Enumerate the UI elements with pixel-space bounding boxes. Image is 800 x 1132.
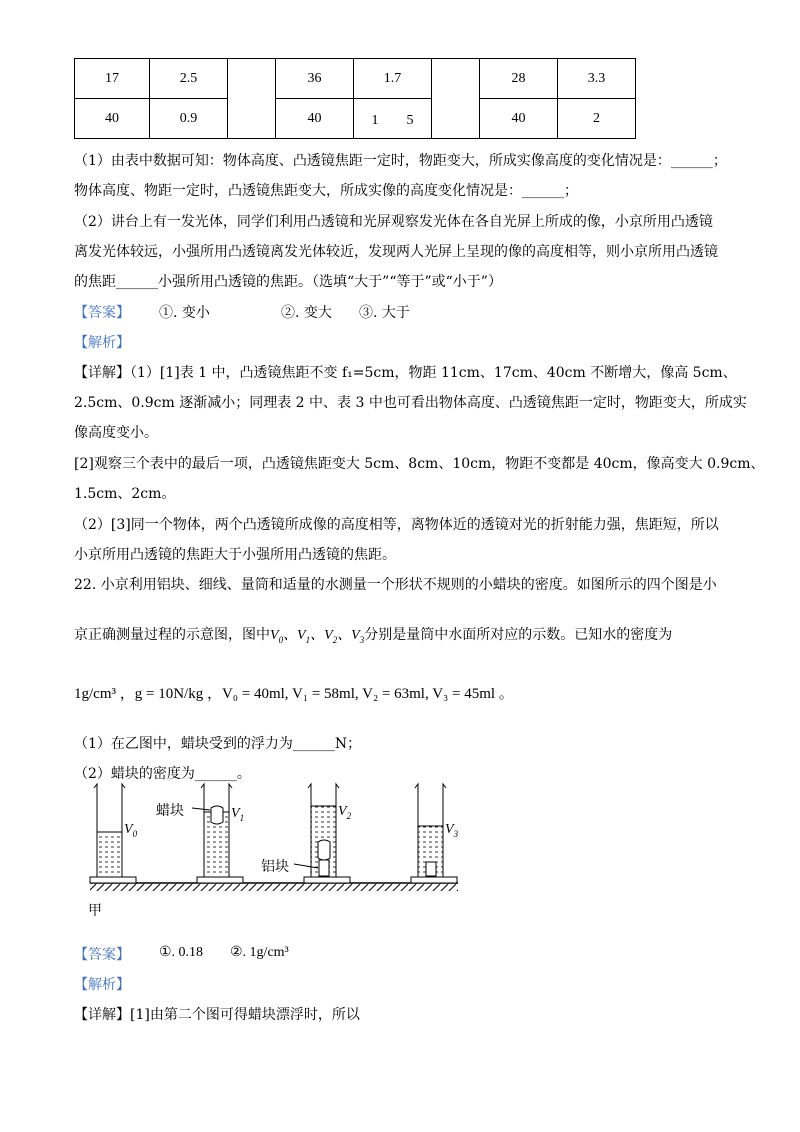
label-v2: $V_2$ — [338, 804, 352, 821]
lens-data-table — [74, 58, 636, 139]
table-cell: 1 5 — [354, 99, 432, 139]
label-v3: $V_3$ — [445, 822, 459, 839]
q21-part2-line3: 的焦距______小强所用凸透镜的焦距。（选填“大于”“等于”或“小于”） — [74, 274, 502, 290]
detail-tag: 【详解】 — [74, 1007, 130, 1023]
label-aluminum: 铝块 — [261, 859, 289, 875]
answer-item: ③. 大于 — [359, 305, 410, 321]
table-row — [75, 99, 636, 139]
detail-line: [2]观察三个表中的最后一项，凸透镜焦距变大 5cm、8cm、10cm，物距不变都是 40cm，像高变大 0.9cm、 — [74, 456, 765, 472]
wax-block-icon — [211, 806, 223, 824]
q22-given-values: 1g/cm³ ，g = 10N/kg ，V₀ = 40ml, V₁ = 58ml, V₂ = 63ml, V₃ = 45ml 。 — [74, 686, 514, 702]
q21-part2-line1: （2）讲台上有一发光体，同学们利用凸透镜和光屏观察发光体在各自光屏上所成的像，小京所用凸透镜 — [74, 214, 713, 230]
table-cell: 40 — [480, 99, 558, 139]
answer-item: ②. 变大 — [281, 305, 332, 321]
q22-stem-text: 京正确测量过程的示意图，图中 — [74, 627, 270, 643]
label-jia: 甲 — [88, 903, 102, 919]
q22-stem-text: 分别是量筒中水面所对应的示数。已知水的密度为 — [364, 627, 673, 643]
table-gap-cell — [432, 59, 480, 139]
cylinder-bing — [304, 784, 350, 883]
table-cell: 36 — [276, 59, 354, 99]
label-v1: $V_1$ — [231, 806, 245, 823]
q21-part1-line1: （1）由表中数据可知：物体高度、凸透镜焦距一定时，物距变大，所成实像高度的变化情况是：______； — [74, 153, 727, 169]
table-gap-cell — [228, 59, 276, 139]
q21-part2-line2: 离发光体较远，小强所用凸透镜离发光体较近，发现两人光屏上呈现的像的高度相等，则小京所用凸透镜 — [74, 244, 718, 260]
analysis-tag: 【解析】 — [74, 977, 130, 993]
detail-line: 1.5cm、2cm。 — [74, 486, 176, 502]
label-wax: 蜡块 — [156, 803, 184, 819]
cylinder-yi — [197, 784, 243, 883]
q22-question2: （2）蜡块的密度为______。 — [74, 766, 251, 782]
aluminum-block-icon — [319, 860, 329, 876]
q22-stem-line2 — [74, 624, 672, 645]
table-row — [75, 59, 636, 99]
table-cell: 40 — [75, 99, 150, 139]
table-cell: 17 — [75, 59, 150, 99]
table-cell: 3.3 — [558, 59, 636, 99]
table-cell: 2.5 — [150, 59, 228, 99]
detail-line: 2.5cm、0.9cm 逐渐减小；同理表 2 中、表 3 中也可看出物体高度、凸透镜焦距一定时，物距变大，所成实 — [74, 395, 747, 411]
detail-line: 小京所用凸透镜的焦距大于小强所用凸透镜的焦距。 — [74, 547, 396, 563]
answer-item: ①. 0.18 — [159, 945, 204, 960]
analysis-tag: 【解析】 — [74, 335, 130, 351]
detail-line — [74, 362, 737, 382]
detail-text: [1]由第二个图可得蜡块漂浮时，所以 — [130, 1007, 360, 1023]
answer-tag: 【答案】 — [74, 305, 130, 321]
detail-line: 像高度变小。 — [74, 425, 158, 441]
answer-item: ①. 变小 — [159, 305, 210, 321]
cylinder-figure — [80, 780, 470, 920]
q22-stem-line1: 22. 小京利用铝块、细线、量筒和适量的水测量一个形状不规则的小蜡块的密度。如图所示的四个图是小 — [74, 577, 717, 593]
wax-block-icon — [318, 840, 330, 860]
table-cell: 1.7 — [354, 59, 432, 99]
label-v0: $V_0$ — [124, 822, 138, 839]
answer-item: ②. 1g/cm³ — [230, 945, 289, 960]
detail-line — [74, 1004, 360, 1024]
table-cell: 2 — [558, 99, 636, 139]
detail-tag: 【详解】 — [74, 365, 130, 381]
table-cell: 40 — [276, 99, 354, 139]
q22-question1: （1）在乙图中，蜡块受到的浮力为______N； — [74, 736, 362, 752]
detail-line: （2）[3]同一个物体，两个凸透镜所成像的高度相等，离物体近的透镜对光的折射能力强，焦距短，所以 — [74, 517, 719, 533]
volume-symbols: $V_0$、$V_1$、$V_2$、$V_3$ — [270, 628, 365, 645]
table-cell: 0.9 — [150, 99, 228, 139]
table-cell: 28 — [480, 59, 558, 99]
aluminum-block-icon — [426, 862, 436, 876]
wax-leader-line — [192, 808, 210, 810]
answer-tag: 【答案】 — [74, 947, 130, 963]
q21-part1-line2: 物体高度、物距一定时，凸透镜焦距变大，所成实像的高度变化情况是：______； — [74, 183, 578, 199]
detail-text: （1）[1]表 1 中，凸透镜焦距不变 f₁=5cm，物距 11cm、17cm、40cm 不断增大，像高 5cm、 — [130, 365, 737, 381]
